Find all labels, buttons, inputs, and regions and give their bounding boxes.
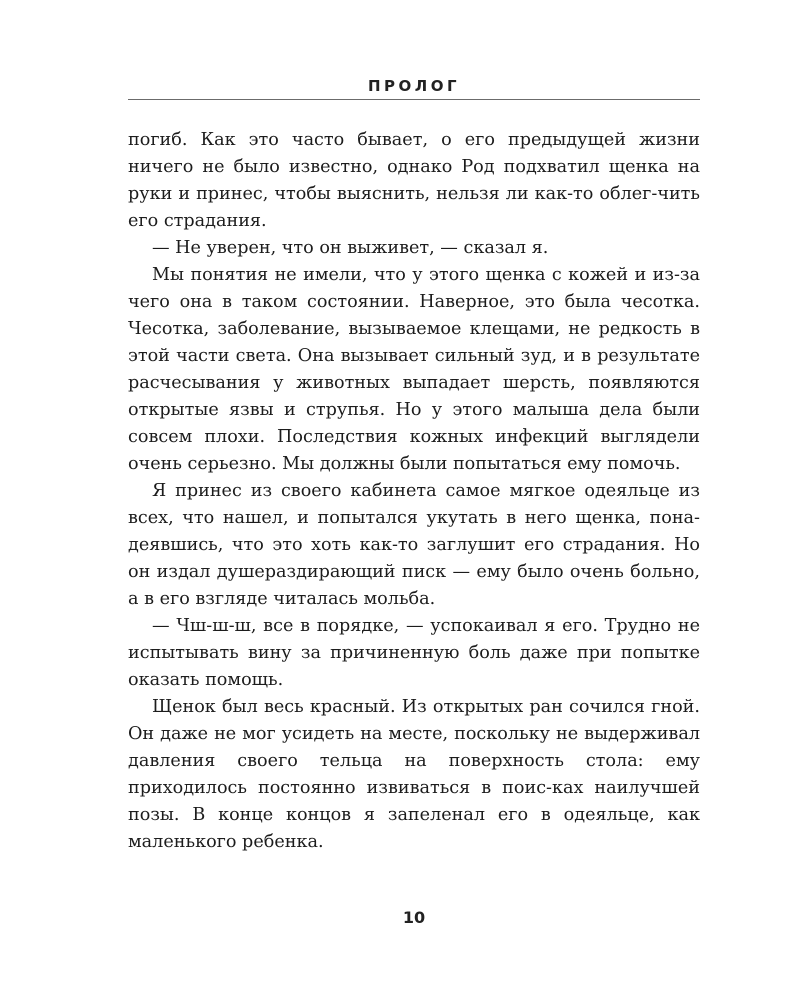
paragraph: Щенок был весь красный. Из открытых ран сочился гной. Он даже не мог усидеть на месте, поскольку не выдерживал давления своего тельца на поверхность стола: ему приходилось постоянно извиваться в поис-ках наилучшей позы. В конце концов я запеленал его в одеяльце, как маленького ребенка. [128,697,700,852]
page-body [128,127,700,856]
paragraph-continuation: погиб. Как это часто бывает, о его предыдущей жизни ничего не было известно, однако Род подхватил щенка на руки и принес, чтобы выяснить, нельзя ли как-то облег-чить его страдания. [128,130,700,231]
paragraph-dialogue: — Не уверен, что он выживет, — сказал я. [152,238,549,258]
running-header-title: ПРОЛОГ [367,77,461,95]
page-number: 10 [402,908,426,927]
header-divider [128,99,700,100]
paragraph: Мы понятия не имели, что у этого щенка с кожей и из-за чего она в таком состоянии. Наверное, это была чесотка. Чесотка, заболевание, вызываемое клещами, не редкость в этой части света. Она вызывает сильный зуд, и в результате расчесывания у животных выпадает шерсть, появляются открытые язвы и струпья. Но у этого малыша дела были совсем плохи. Последствия кожных инфекций выглядели очень серьезно. Мы должны были попытаться ему помочь. [128,265,700,474]
paragraph-dialogue: — Чш-ш-ш, все в порядке, — успокаивал я его. Трудно не испытывать вину за причиненную боль даже при попытке оказать помощь. [128,616,700,690]
paragraph: Я принес из своего кабинета самое мягкое одеяльце из всех, что нашел, и попытался укутать в него щенка, пона-деявшись, что это хоть как-то заглушит его страдания. Но он издал душераздирающий писк — ему было очень больно, а в его взгляде читалась мольба. [128,481,700,609]
